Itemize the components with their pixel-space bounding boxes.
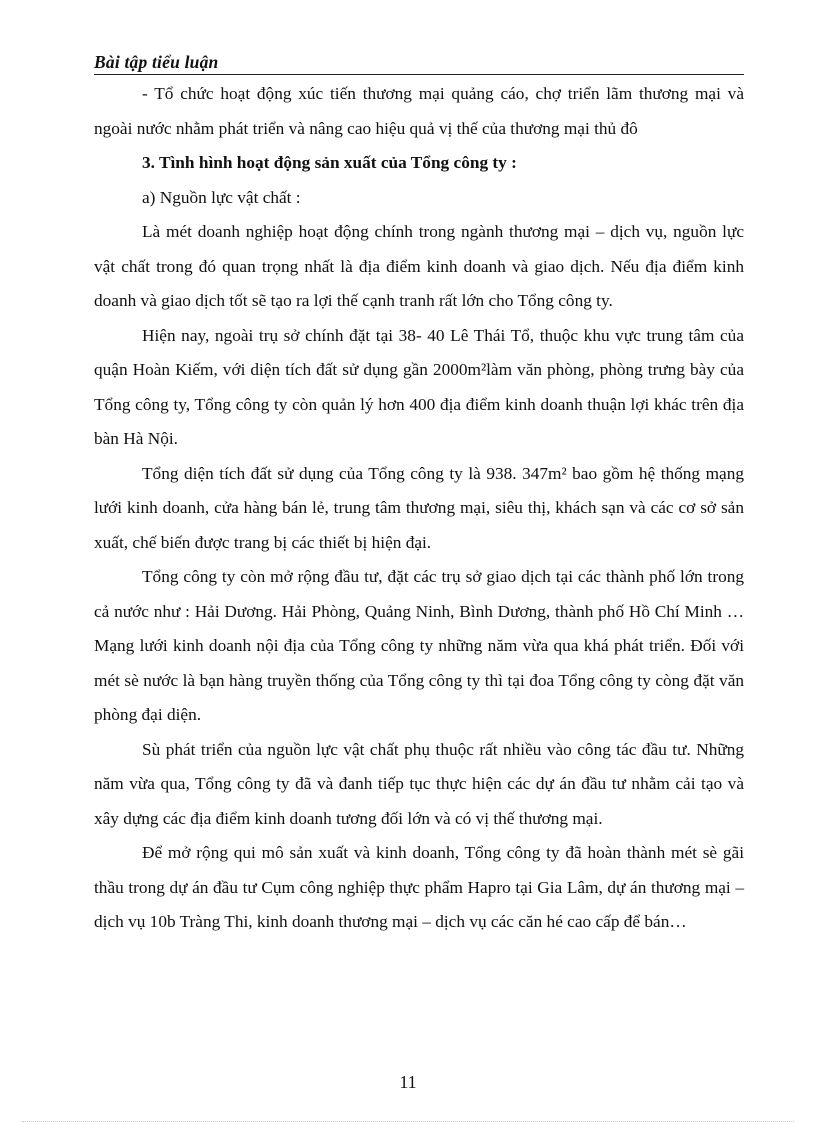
footer-divider [22,1121,794,1122]
paragraph-trade-promotion: - Tổ chức hoạt động xúc tiến thương mại quảng cáo, chợ triển lãm thương mại và ngoài nước nhằm phát triển và nâng cao hiệu quả vị thế của thương mại thủ đô [94,84,744,138]
paragraph-investment: Sù phát triển của nguồn lực vật chất phụ thuộc rất nhiều vào công tác đầu tư. Những năm vừa qua, Tổng công ty đã và đanh tiếp tục thực hiện các dự án đầu tư nhằm cải tạo và xây dựng các địa điểm kinh doanh tương đối lớn và có vị thế thương mại. [94,739,744,828]
page-header [94,52,744,75]
document-body [94,77,744,940]
paragraph-expansion: Tổng công ty còn mở rộng đầu tư, đặt các trụ sở giao dịch tại các thành phố lớn trong cả nước như : Hải Dương. Hải Phòng, Quảng Ninh, Bình Dương, thành phố Hồ Chí Minh … Mạng lưới kinh doanh nội địa của Tổng công ty những năm vừa qua khá phát triển. Đối với mét sè nước là bạn hàng truyền thống của Tổng công ty thì tại đoa Tổng công ty còng đặt văn phòng đại diện. [94,567,744,724]
page-number: 11 [399,1072,417,1092]
paragraph-land-area: Tổng diện tích đất sử dụng của Tổng công ty là 938. 347m² bao gồm hệ thống mạng lưới kinh doanh, cửa hàng bán lẻ, trung tâm thương mại, siêu thị, khách sạn và các cơ sở sản xuất, chế biến được trang bị các thiết bị hiện đại. [94,463,744,552]
section-heading: 3. Tình hình hoạt động sản xuất của Tổng công ty : [142,153,517,172]
paragraph-projects: Để mở rộng qui mô sản xuất và kinh doanh, Tổng công ty đã hoàn thành mét sè gãi thầu trong dự án đầu tư Cụm công nghiệp thực phẩm Hapro tại Gia Lâm, dự án thương mại – dịch vụ 10b Tràng Thi, kinh doanh thương mại – dịch vụ các căn hé cao cấp để bán… [94,843,744,931]
header-title: Bài tập tiểu luận [94,52,219,72]
paragraph-headquarters: Hiện nay, ngoài trụ sở chính đặt tại 38- 40 Lê Thái Tổ, thuộc khu vực trung tâm của quận Hoàn Kiếm, với diện tích đất sử dụng gần 2000m²làm văn phòng, phòng trưng bày của Tổng công ty, Tổng công ty còn quản lý hơn 400 địa điểm kinh doanh thuận lợi khác trên địa bàn Hà Nội. [94,325,744,448]
subsection-heading: a) Nguồn lực vật chất : [142,187,301,207]
paragraph-material-resources: Là mét doanh nghiệp hoạt động chính trong ngành thương mại – dịch vụ, nguồn lực vật chất trong đó quan trọng nhất là địa điểm kinh doanh và giao dịch. Nếu địa điểm kinh doanh và giao dịch tốt sẽ tạo ra lợi thế cạnh tranh rất lớn cho Tổng công ty. [94,222,744,310]
